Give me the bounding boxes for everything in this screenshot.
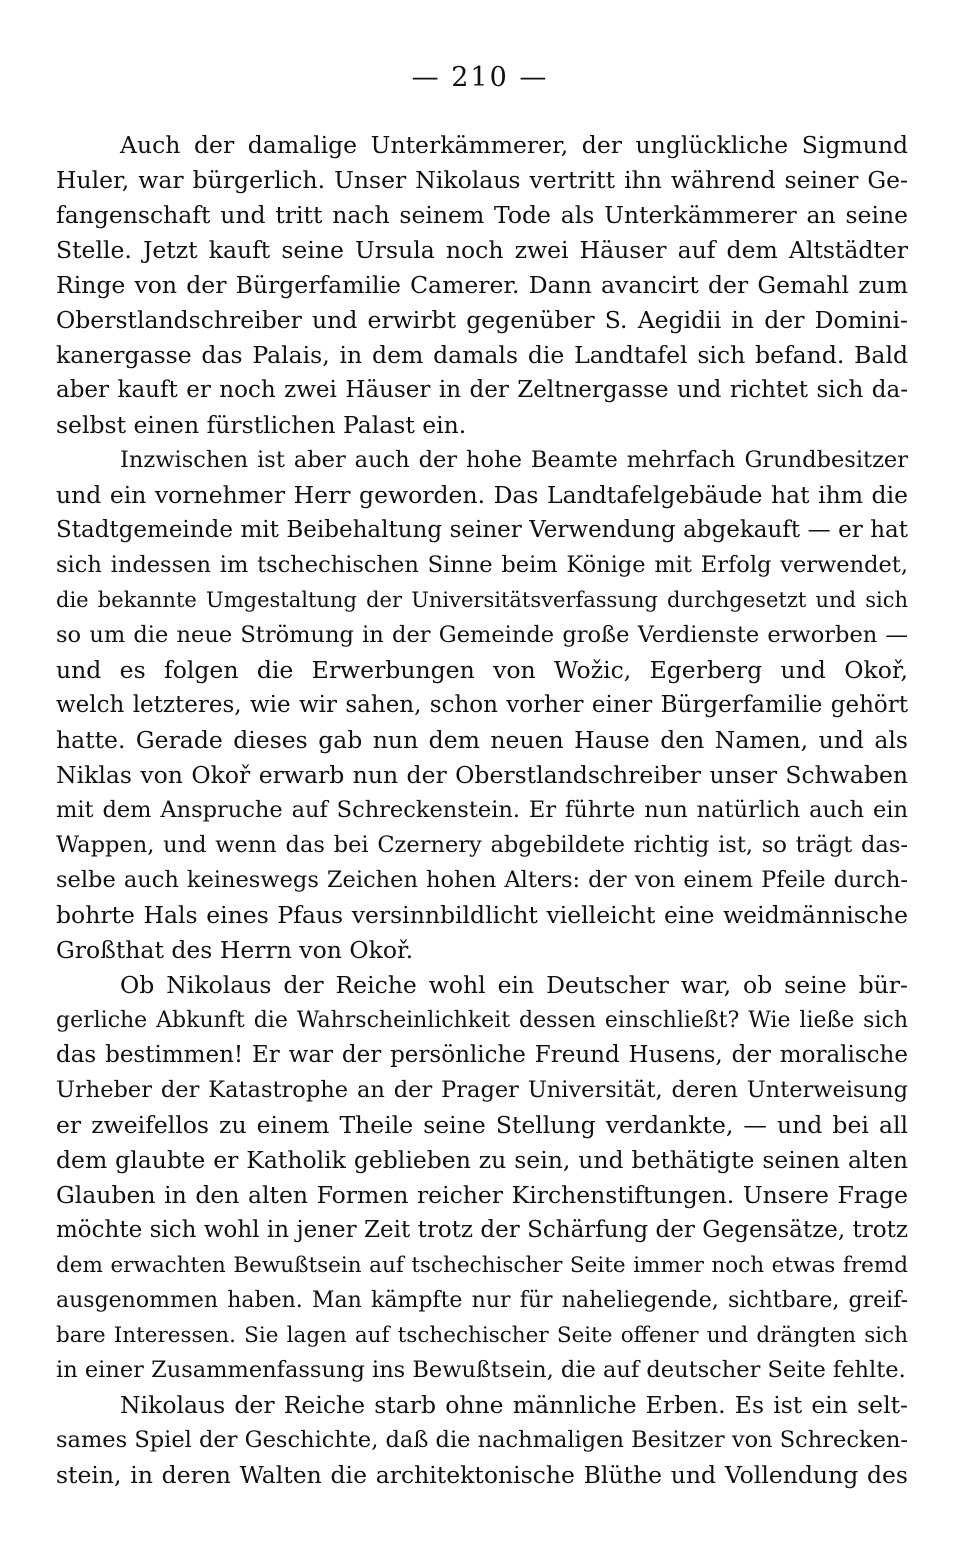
- text-line: und es folgen die Erwerbungen von Wožic, Egerberg und Okoř,: [56, 656, 908, 684]
- text-line: Urheber der Katastrophe an der Prager Universität, deren Unterweisung: [56, 1077, 908, 1103]
- text-line: so um die neue Strömung in der Gemeinde große Verdienste erworben —: [56, 622, 908, 648]
- text-line: und ein vornehmer Herr geworden. Das Landtafelgebäude hat ihm die: [56, 481, 908, 509]
- text-line: stein, in deren Walten die architektonische Blüthe und Vollendung des: [56, 1461, 908, 1489]
- text-line: das bestimmen! Er war der persönliche Freund Husens, der moralische: [56, 1042, 908, 1068]
- text-line: sames Spiel der Geschichte, daß die nachmaligen Besitzer von Schrecken-: [56, 1427, 908, 1453]
- body-text: [56, 128, 908, 1493]
- text-line: kanergasse das Palais, in dem damals die Landtafel sich befand. Bald: [56, 341, 908, 369]
- text-line: die bekannte Umgestaltung der Universitätsverfassung durchgesetzt und sich: [56, 588, 908, 612]
- text-line: Ringe von der Bürgerfamilie Camerer. Dann avancirt der Gemahl zum: [56, 271, 908, 299]
- text-line: Ob Nikolaus der Reiche wohl ein Deutscher war, ob seine bür-: [120, 971, 908, 999]
- page-number: — 210 —: [411, 62, 549, 93]
- text-line: Stelle. Jetzt kauft seine Ursula noch zwei Häuser auf dem Altstädter: [56, 236, 908, 264]
- text-line: gerliche Abkunft die Wahrscheinlichkeit dessen einschließt? Wie ließe sich: [56, 1008, 908, 1033]
- text-line: Auch der damalige Unterkämmerer, der unglückliche Sigmund: [120, 131, 908, 159]
- text-line: dem glaubte er Katholik geblieben zu sein, und bethätigte seinen alten: [56, 1146, 908, 1174]
- text-line: dem erwachten Bewußtsein auf tschechischer Seite immer noch etwas fremd: [56, 1253, 908, 1278]
- text-line: Wappen, und wenn das bei Czernery abgebildete richtig ist, so trägt das-: [56, 832, 908, 858]
- text-line: Glauben in den alten Formen reicher Kirchenstiftungen. Unsere Frage: [56, 1181, 908, 1209]
- text-line: Nikolaus der Reiche starb ohne männliche Erben. Es ist ein selt-: [120, 1391, 908, 1419]
- text-line: bare Interessen. Sie lagen auf tschechischer Seite offener und drängten sich: [56, 1323, 908, 1348]
- text-line: mit dem Anspruche auf Schreckenstein. Er führte nun natürlich auch ein: [56, 797, 908, 823]
- text-line: Huler, war bürgerlich. Unser Nikolaus vertritt ihn während seiner Ge-: [56, 166, 908, 194]
- text-line: Niklas von Okoř erwarb nun der Oberstlandschreiber unser Schwaben: [56, 761, 908, 789]
- text-line: ausgenommen haben. Man kämpfte nur für naheliegende, sichtbare, greif-: [56, 1288, 908, 1313]
- text-line: Inzwischen ist aber auch der hohe Beamte mehrfach Grundbesitzer: [120, 447, 908, 473]
- text-line: Großthat des Herrn von Okoř.: [56, 936, 414, 964]
- text-line: fangenschaft und tritt nach seinem Tode als Unterkämmerer an seine: [56, 201, 908, 229]
- text-line: welch letzteres, wie wir sahen, schon vorher einer Bürgerfamilie gehört: [56, 692, 908, 718]
- text-line: Oberstlandschreiber und erwirbt gegenüber S. Aegidii in der Domini-: [56, 306, 908, 334]
- text-line: aber kauft er noch zwei Häuser in der Zeltnergasse und richtet sich da-: [56, 377, 908, 403]
- text-line: Stadtgemeinde mit Beibehaltung seiner Verwendung abgekauft — er hat: [56, 517, 908, 543]
- text-line: selbst einen fürstlichen Palast ein.: [56, 411, 467, 439]
- text-line: möchte sich wohl in jener Zeit trotz der Schärfung der Gegensätze, trotz: [56, 1217, 908, 1243]
- text-line: bohrte Hals eines Pfaus versinnbildlicht vielleicht eine weidmännische: [56, 901, 908, 929]
- text-line: hatte. Gerade dieses gab nun dem neuen Hause den Namen, und als: [56, 726, 908, 754]
- text-line: er zweifellos zu einem Theile seine Stellung verdankte, — und bei all: [56, 1111, 908, 1139]
- text-line: sich indessen im tschechischen Sinne beim Könige mit Erfolg verwendet,: [56, 552, 908, 578]
- text-line: selbe auch keineswegs Zeichen hohen Alters: der von einem Pfeile durch-: [56, 867, 908, 893]
- text-line: in einer Zusammenfassung ins Bewußtsein, die auf deutscher Seite fehlte.: [56, 1357, 906, 1383]
